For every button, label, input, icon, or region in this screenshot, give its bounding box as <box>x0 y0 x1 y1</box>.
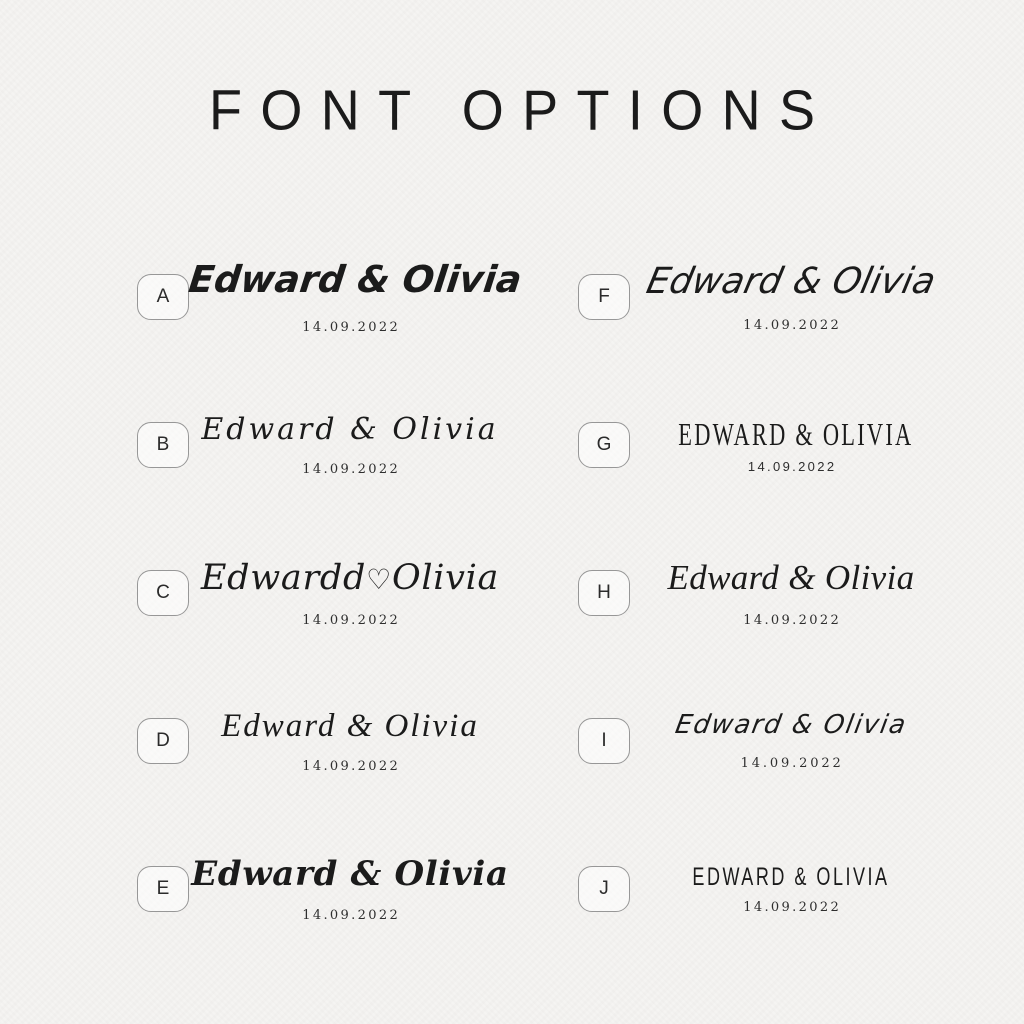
name-second: Olivia <box>391 558 500 599</box>
option-f-badge[interactable] <box>578 274 630 320</box>
option-e-sample <box>189 855 511 923</box>
option-h-badge[interactable] <box>578 570 630 616</box>
option-b-badge[interactable] <box>137 422 189 468</box>
option-c-sample <box>189 558 511 627</box>
option-i-label: I <box>601 730 607 751</box>
font-option-row-j <box>578 815 1019 963</box>
option-f-label: F <box>598 286 610 307</box>
option-h-sample <box>630 558 952 627</box>
font-option-row-d <box>137 667 578 815</box>
wedding-date-h: 14.09.2022 <box>743 612 842 628</box>
page-title: FONT OPTIONS <box>209 79 834 143</box>
name-first: Edwardd <box>200 558 367 599</box>
font-option-row-c <box>137 519 578 667</box>
option-d-sample <box>189 708 511 775</box>
option-e-label: E <box>156 878 170 899</box>
couple-names-sample-d: Edward & Olivia <box>221 707 479 744</box>
option-a-sample <box>186 258 525 335</box>
option-i-sample <box>630 711 952 772</box>
couple-names-sample-h: Edward & Olivia <box>667 558 915 598</box>
font-option-row-a <box>137 223 578 371</box>
font-option-row-h <box>578 519 1019 667</box>
wedding-date-e: 14.09.2022 <box>302 908 401 924</box>
option-c-label: C <box>156 582 170 603</box>
option-j-sample <box>630 863 952 915</box>
option-g-label: G <box>596 434 612 455</box>
couple-names-sample-j: EDWARD & OLIVIA <box>692 863 890 892</box>
couple-names-sample-a: Edward & Olivia <box>186 258 525 302</box>
option-g-sample <box>630 416 952 474</box>
couple-names-sample-g: EDWARD & OLIVIA <box>678 416 914 453</box>
font-option-row-b <box>137 371 578 519</box>
couple-names-sample-e: Edward & Olivia <box>191 853 509 894</box>
wedding-date-g: 14.09.2022 <box>747 458 837 474</box>
wedding-date-d: 14.09.2022 <box>302 759 401 775</box>
couple-names-sample-f: Edward & Olivia <box>642 260 940 302</box>
wedding-date-a: 14.09.2022 <box>302 319 401 335</box>
option-j-label: J <box>599 878 609 899</box>
option-h-label: H <box>597 582 611 603</box>
couple-names-sample-i: Edward & Olivia <box>673 709 910 740</box>
wedding-date-b: 14.09.2022 <box>302 461 401 477</box>
option-b-label: B <box>156 434 170 455</box>
option-c-badge[interactable] <box>137 570 189 616</box>
option-i-badge[interactable] <box>578 718 630 764</box>
option-f-sample <box>630 261 952 333</box>
option-a-label: A <box>156 286 170 307</box>
font-option-row-e <box>137 815 578 963</box>
option-j-badge[interactable] <box>578 866 630 912</box>
font-option-row-f <box>578 223 1019 371</box>
wedding-date-f: 14.09.2022 <box>743 318 842 334</box>
font-option-row-i <box>578 667 1019 815</box>
option-e-badge[interactable] <box>137 866 189 912</box>
option-g-badge[interactable] <box>578 422 630 468</box>
wedding-date-i: 14.09.2022 <box>740 756 844 772</box>
heart-icon: ♡ <box>366 563 392 597</box>
font-option-row-g <box>578 371 1019 519</box>
wedding-date-c: 14.09.2022 <box>302 612 401 628</box>
font-options-grid <box>137 223 1019 963</box>
couple-names-sample-b: Edward & Olivia <box>201 412 499 448</box>
option-b-sample <box>189 413 511 477</box>
option-a-badge[interactable] <box>137 274 189 320</box>
option-d-label: D <box>156 730 170 751</box>
wedding-date-j: 14.09.2022 <box>743 899 842 915</box>
couple-names-sample-c <box>189 558 511 598</box>
option-d-badge[interactable] <box>137 718 189 764</box>
